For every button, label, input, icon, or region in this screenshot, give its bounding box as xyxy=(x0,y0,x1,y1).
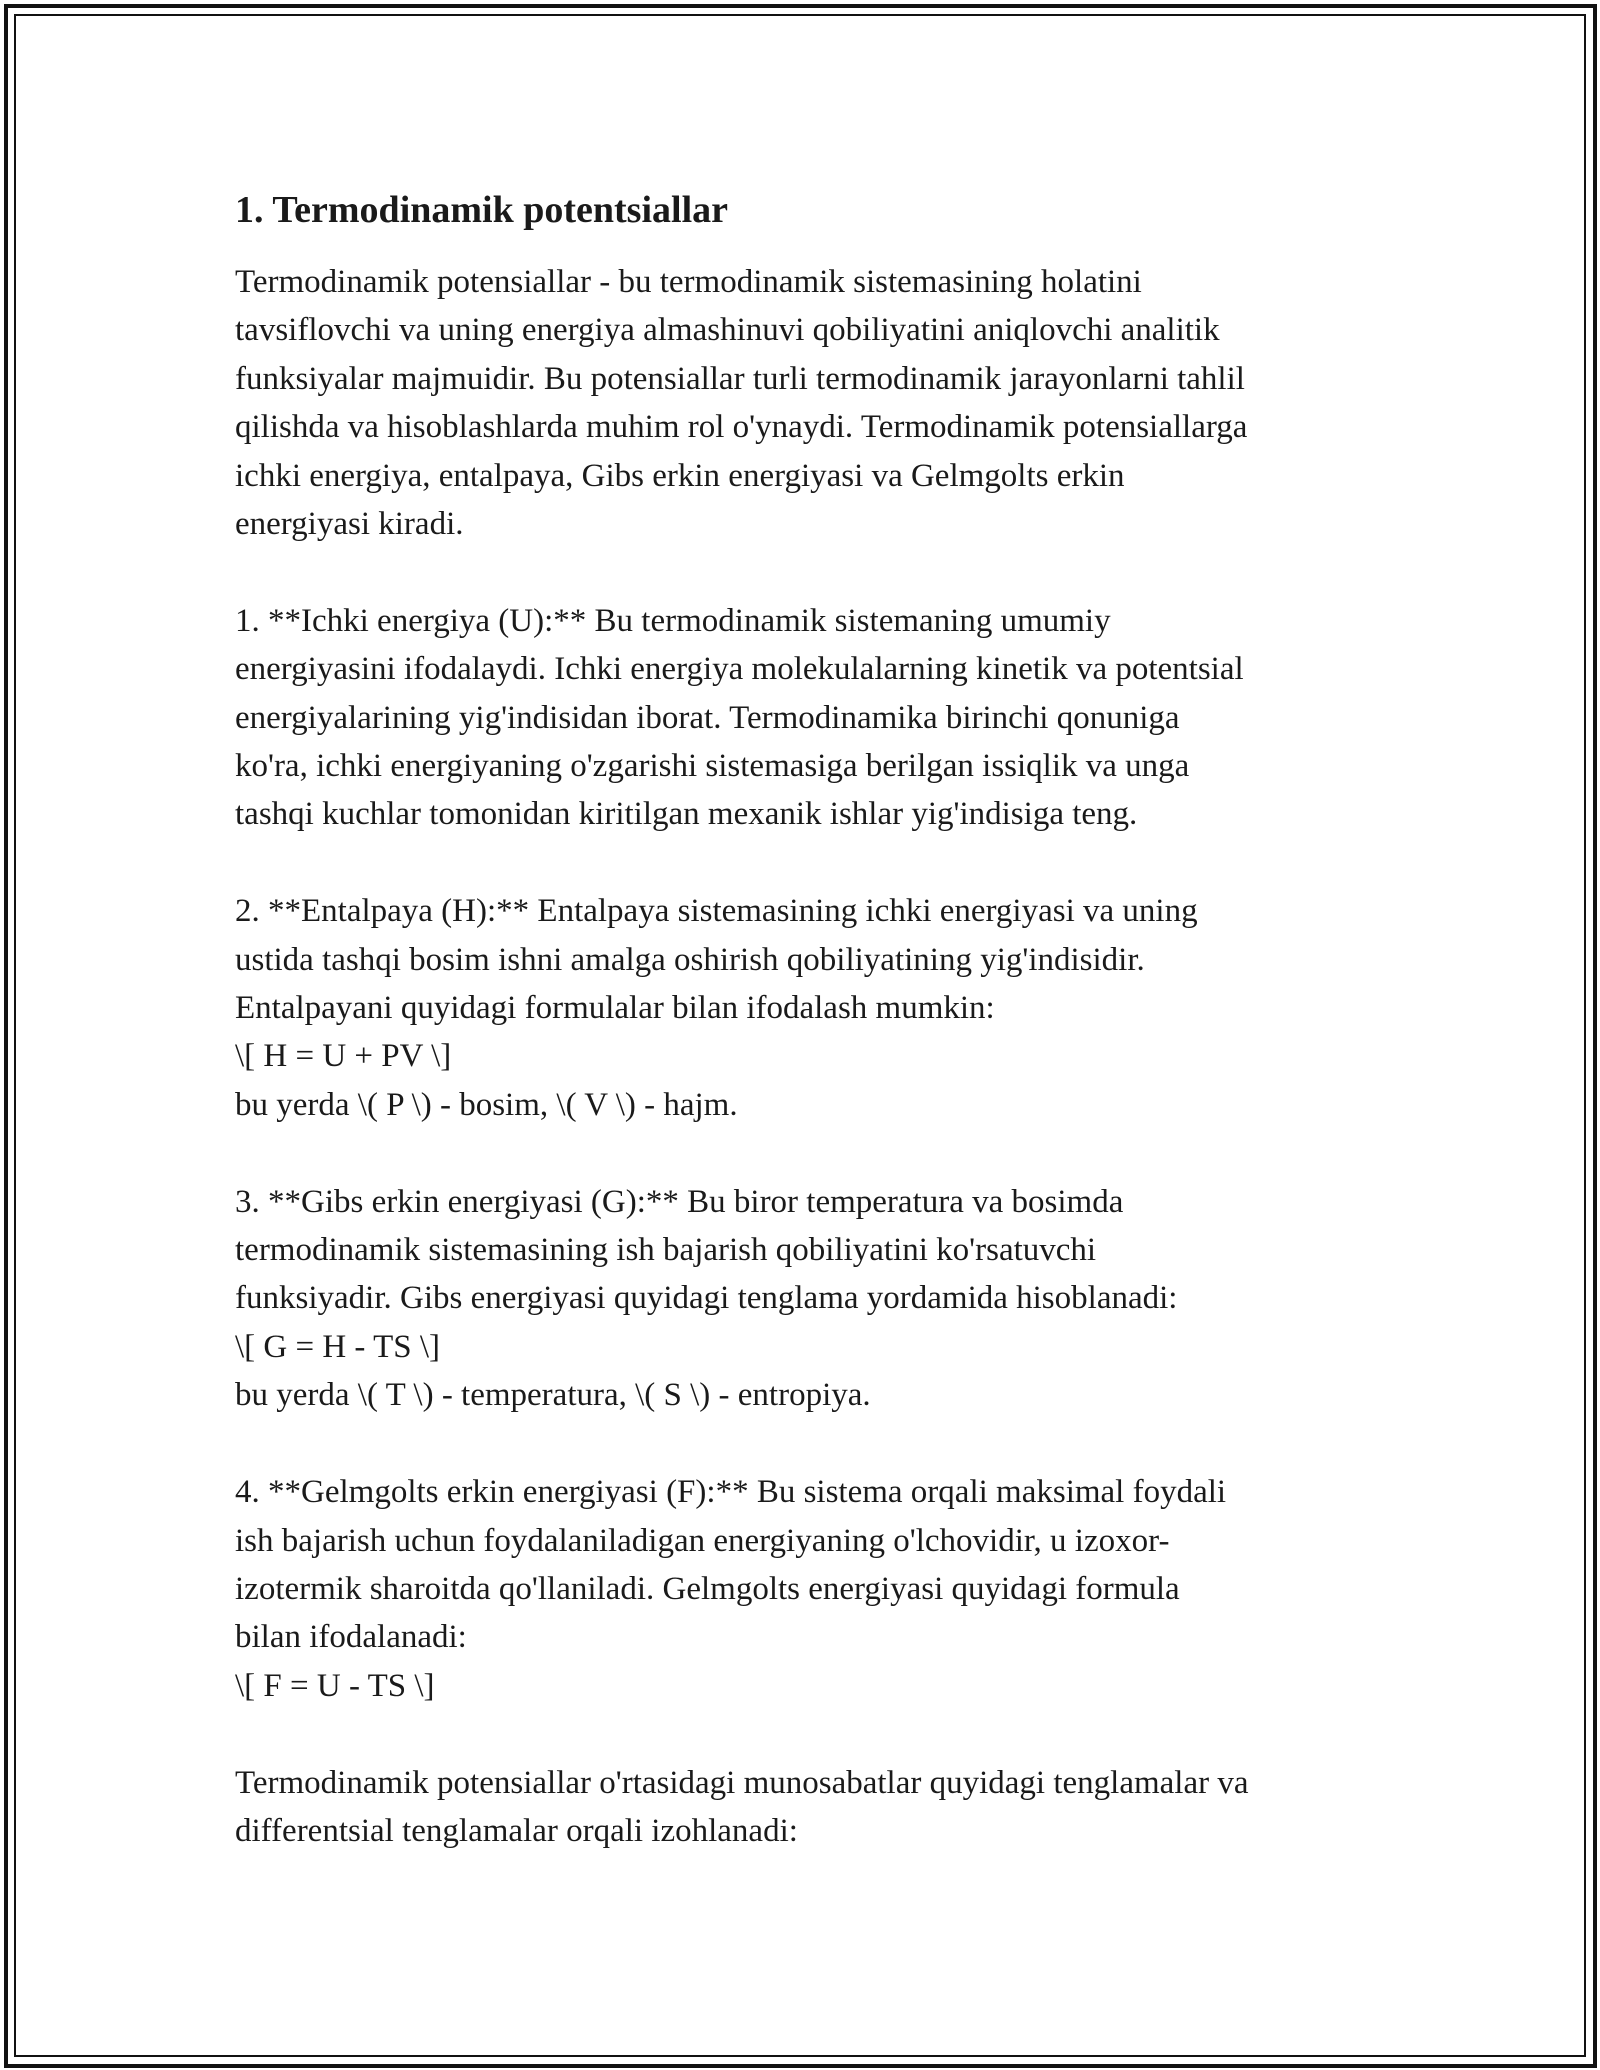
text-line: 4. **Gelmgolts erkin energiyasi (F):** Bu sistema orqali maksimal foydali xyxy=(235,1474,1227,1511)
text-line: Termodinamik potensiallar - bu termodinamik sistemasining holatini xyxy=(235,264,1142,300)
paragraph xyxy=(235,887,1375,1129)
section-heading: 1. Termodinamik potentsiallar xyxy=(235,189,728,231)
text-line: differentsial tenglamalar orqali izohlanadi: xyxy=(235,1812,798,1849)
text-line: ustida tashqi bosim ishni amalga oshirish qobiliyatining yig'indisidir. xyxy=(235,941,1145,978)
text-line: energiyalarining yig'indisidan iborat. Termodinamika birinchi qonuniga xyxy=(235,699,1180,736)
text-line: Entalpayani quyidagi formulalar bilan ifodalash mumkin: xyxy=(235,990,995,1027)
paragraph xyxy=(235,1759,1375,1856)
paragraph xyxy=(235,1178,1375,1420)
text-line: funksiyadir. Gibs energiyasi quyidagi tenglama yordamida hisoblanadi: xyxy=(235,1280,1178,1317)
text-line: ichki energiya, entalpaya, Gibs erkin energiyasi va Gelmgolts erkin xyxy=(235,457,1125,494)
text-line: 3. **Gibs erkin energiyasi (G):** Bu biror temperatura va bosimda xyxy=(235,1183,1124,1220)
text-line: 1. **Ichki energiya (U):** Bu termodinamik sistemaning umumiy xyxy=(235,602,1111,639)
text-line: bilan ifodalanadi: xyxy=(235,1619,467,1656)
text-line: 2. **Entalpaya (H):** Entalpaya sistemasining ichki energiyasi va uning xyxy=(235,893,1198,930)
text-line: energiyasi kiradi. xyxy=(235,506,464,543)
text-line: tashqi kuchlar tomonidan kiritilgan mexanik ishlar yig'indisiga teng. xyxy=(235,796,1138,833)
document-body xyxy=(235,186,1375,1904)
paragraph-container xyxy=(235,258,1375,1855)
text-line: bu yerda \( P \) - bosim, \( V \) - hajm. xyxy=(235,1086,738,1123)
text-line: ko'ra, ichki energiyaning o'zgarishi sistemasiga berilgan issiqlik va unga xyxy=(235,748,1190,785)
paragraph xyxy=(235,1468,1375,1710)
text-line: ish bajarish uchun foydalaniladigan energiyaning o'lchovidir, u izoxor- xyxy=(235,1522,1170,1559)
text-line: termodinamik sistemasining ish bajarish qobiliyatini ko'rsatuvchi xyxy=(235,1232,1097,1269)
text-line: \[ G = H - TS \] xyxy=(235,1328,440,1365)
text-line: Termodinamik potensiallar o'rtasidagi munosabatlar quyidagi tenglamalar va xyxy=(235,1764,1249,1801)
text-line: \[ H = U + PV \] xyxy=(235,1038,452,1075)
text-line: funksiyalar majmuidir. Bu potensiallar turli termodinamik jarayonlarni tahlil xyxy=(235,360,1245,397)
paragraph xyxy=(235,258,1375,548)
text-line: \[ F = U - TS \] xyxy=(235,1667,435,1704)
text-line: tavsiflovchi va uning energiya almashinuvi qobiliyatini aniqlovchi analitik xyxy=(235,312,1220,349)
text-line: energiyasini ifodalaydi. Ichki energiya molekulalarning kinetik va potentsial xyxy=(235,651,1244,688)
text-line: bu yerda \( T \) - temperatura, \( S \) - entropiya. xyxy=(235,1377,871,1414)
text-line: izotermik sharoitda qo'llaniladi. Gelmgolts energiyasi quyidagi formula xyxy=(235,1570,1180,1607)
paragraph xyxy=(235,597,1375,839)
text-line: qilishda va hisoblashlarda muhim rol o'ynaydi. Termodinamik potensiallarga xyxy=(235,409,1248,446)
